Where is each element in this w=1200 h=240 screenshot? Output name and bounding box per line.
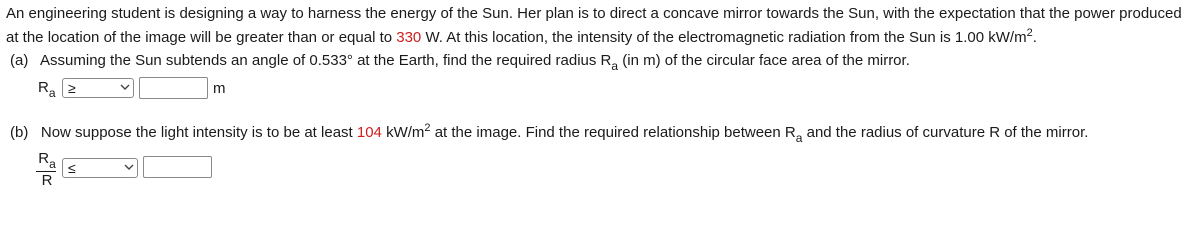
relation-symbol-b: ≤ [68,160,76,176]
intro-text: An engineering student is designing a way to harness the energy of the Sun. Her plan is to direct a concave mirror towards the Sun, with the expectation that the power produced at the location of the image will be greater than or equal to [6,5,1182,46]
power-value: 330 [396,29,422,46]
ra-symbol: R [38,79,49,96]
part-a-text-2: (in m) of the circular face area of the mirror. [618,52,910,69]
chevron-down-icon [124,160,134,174]
numerator-subscript: a [49,157,56,171]
fraction-denominator: R [41,172,53,189]
relation-symbol: ≥ [68,80,76,96]
part-a-variable [38,79,56,100]
problem-statement [6,2,1196,50]
numerator-r: R [38,150,50,167]
part-b-subscript: a [795,131,803,145]
intro-exponent: 2 [1026,27,1033,39]
ratio-fraction [36,150,58,189]
intensity-value: 104 [356,124,382,141]
intro-end: . [1032,29,1037,46]
part-b-exponent: 2 [424,122,431,134]
chevron-down-icon [120,80,130,94]
part-a-question [10,52,910,73]
part-b-text-4: and the radius of curvature R of the mirror. [802,124,1089,141]
part-b-question [10,122,1089,145]
part-b-relation-dropdown[interactable] [62,158,138,178]
part-b-text: Now suppose the light intensity is to be at least [40,124,357,141]
part-b-text-3: at the image. Find the required relationship between R [430,124,796,141]
part-a-unit: m [213,80,226,97]
part-a-relation-dropdown[interactable] [62,78,134,98]
part-a-label: (a) [10,52,29,69]
intro-text-2: W. At this location, the intensity of the electromagnetic radiation from the Sun is 1.00 kW/m [421,29,1027,46]
part-b-label: (b) [10,124,29,141]
part-a-text: Assuming the Sun subtends an angle of 0.533° at the Earth, find the required radius R [40,52,612,69]
part-b-text-2: kW/m [381,124,425,141]
part-a-answer-input[interactable] [139,77,208,99]
ra-subscript: a [48,86,56,100]
part-a-subscript: a [611,59,619,73]
part-b-answer-input[interactable] [143,156,212,178]
fraction-numerator [36,150,58,171]
